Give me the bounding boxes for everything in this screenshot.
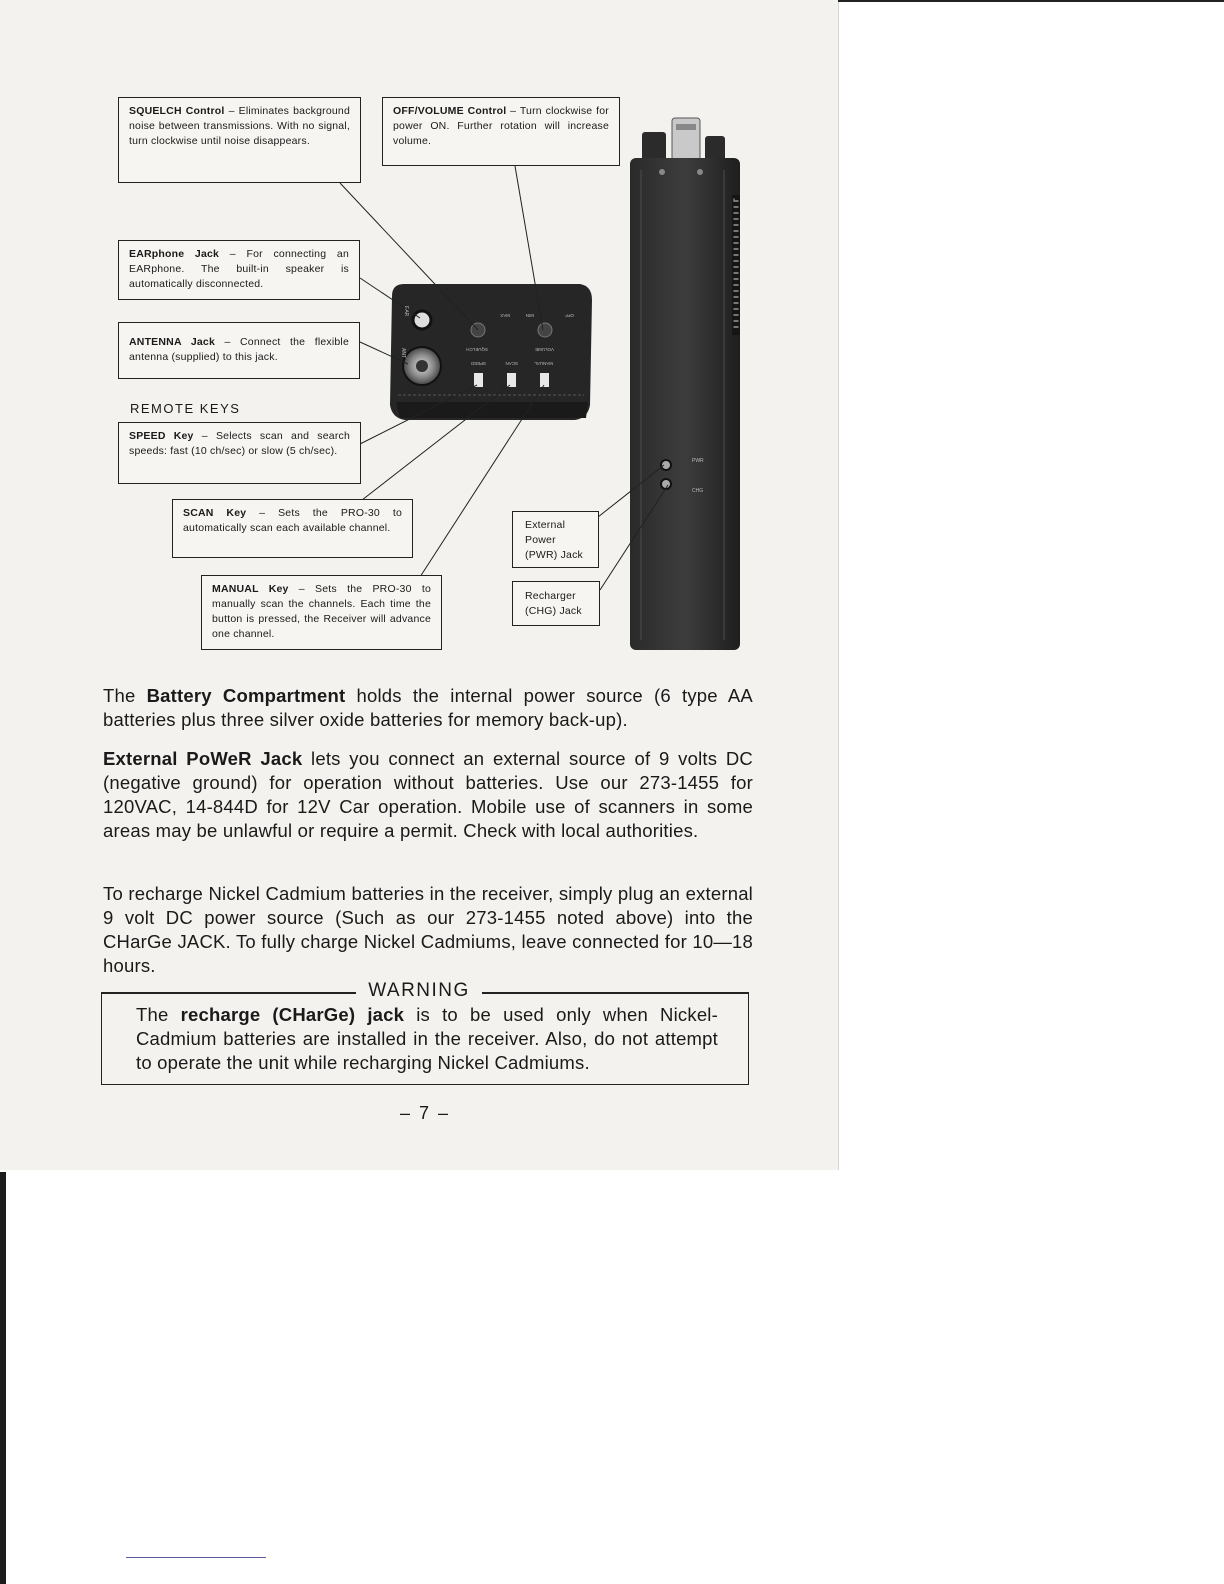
speed-callout-desc: – Selects scan and search speeds: fast (10 ch/sec) or slow (5 ch/sec). [129,430,351,457]
ext-power-callout [512,511,599,568]
squelch-callout [118,97,361,183]
battery-paragraph-pre: The [103,685,147,706]
earphone-jack-icon [413,311,431,329]
squelch-callout-name: SQUELCH Control [129,105,225,117]
external-power-paragraph-post: lets you connect an external source of 9 volts DC (negative ground) for operation without batteries. Use our 273-1455 for 120VAC, 14-844D for 12V Car operation. Mobile use of scanners in some areas may be unlawful or require a permit. Check with local authorities. [103,748,753,841]
scan-callout-desc: – Sets the PRO-30 to automatically scan each available channel. [183,507,402,534]
recharger-callout-text: Recharger (CHG) Jack [525,590,582,617]
footer-rule [126,1557,266,1558]
warning-rule-left [101,992,356,994]
photo-label-scan: SCAN [505,361,518,366]
scan-edge-top [838,0,1224,2]
manual-callout-desc: – Sets the PRO-30 to manually scan the channels. Each time the button is pressed, the Receiver will advance one channel. [212,583,431,640]
photo-label-ant: ANT [400,348,406,358]
photo-label-ear: EAR [403,306,409,317]
earphone-callout [118,240,360,300]
antenna-callout [118,322,360,379]
manual-key-icon [540,373,549,387]
external-power-paragraph-bold: External PoWeR Jack [103,748,303,769]
warning-text [136,1003,718,1075]
photo-label-manual: MANUAL [534,361,553,366]
photo-label-min: MIN [525,313,534,318]
scan-key-icon [507,373,516,387]
photo-label-off: OFF [565,313,574,318]
recharge-paragraph [103,882,753,978]
speed-callout-name: SPEED Key [129,430,194,442]
external-power-paragraph [103,747,753,843]
page-number: – 7 – [399,1103,451,1123]
battery-paragraph-post: holds the internal power source (6 type AA batteries plus three silver oxide batteries for memory back-up). [103,685,753,730]
off-volume-callout-desc: – Turn clockwise for power ON. Further rotation will increase volume. [393,105,609,147]
photo-label-max: MAX [500,313,510,318]
warning-text-pre: The [136,1004,181,1025]
recharger-callout [512,581,600,626]
ext-power-callout-text: External Power (PWR) Jack [525,519,583,561]
manual-callout [201,575,442,650]
recharge-paragraph-text: To recharge Nickel Cadmium batteries in the receiver, simply plug an external 9 volt DC power source (Such as our 273-1455 noted above) into the CHarGe JACK. To fully charge Nickel Cadmiums, leave connected for 10—18 hours. [103,883,753,976]
antenna-callout-name: ANTENNA Jack [129,336,215,348]
photo-label-chg: CHG [692,488,704,494]
pwr-jack-icon [661,460,671,470]
photo-label-speed: SPEED [470,361,486,366]
off-volume-callout-name: OFF/VOLUME Control [393,105,507,117]
volume-knob-icon [538,323,552,337]
warning-text-post: is to be used only when Nickel-Cadmium batteries are installed in the receiver. Also, do not attempt to operate the unit while recharging Nickel Cadmiums. [136,1004,718,1073]
antenna-callout-desc: – Connect the flexible antenna (supplied) to this jack. [129,336,349,363]
off-volume-callout [382,97,620,166]
warning-title: WARNING [368,980,470,1001]
speed-callout [118,422,361,484]
manual-callout-name: MANUAL Key [212,583,289,595]
battery-paragraph-bold: Battery Compartment [146,685,346,706]
warning-text-bold: recharge (CHarGe) jack [180,1004,405,1025]
photo-label-volume: VOLUME [534,347,554,352]
earphone-callout-desc: – For connecting an EARphone. The built-in speaker is automatically disconnected. [129,248,350,290]
remote-keys-heading: REMOTE KEYS [130,401,241,416]
photo-label-squelch: SQUELCH [466,347,488,352]
side-view-photo [630,118,740,650]
speed-key-icon [474,373,483,387]
scan-callout [172,499,413,558]
scan-callout-name: SCAN Key [183,507,247,519]
earphone-callout-name: EARphone Jack [129,248,220,260]
battery-paragraph [103,684,753,732]
warning-rule-right [482,992,749,994]
scan-edge-left [0,1172,6,1584]
squelch-callout-desc: – Eliminates background noise between transmissions. With no signal, turn clockwise until noise disappears. [129,105,350,147]
photo-label-pwr: PWR [692,458,704,464]
